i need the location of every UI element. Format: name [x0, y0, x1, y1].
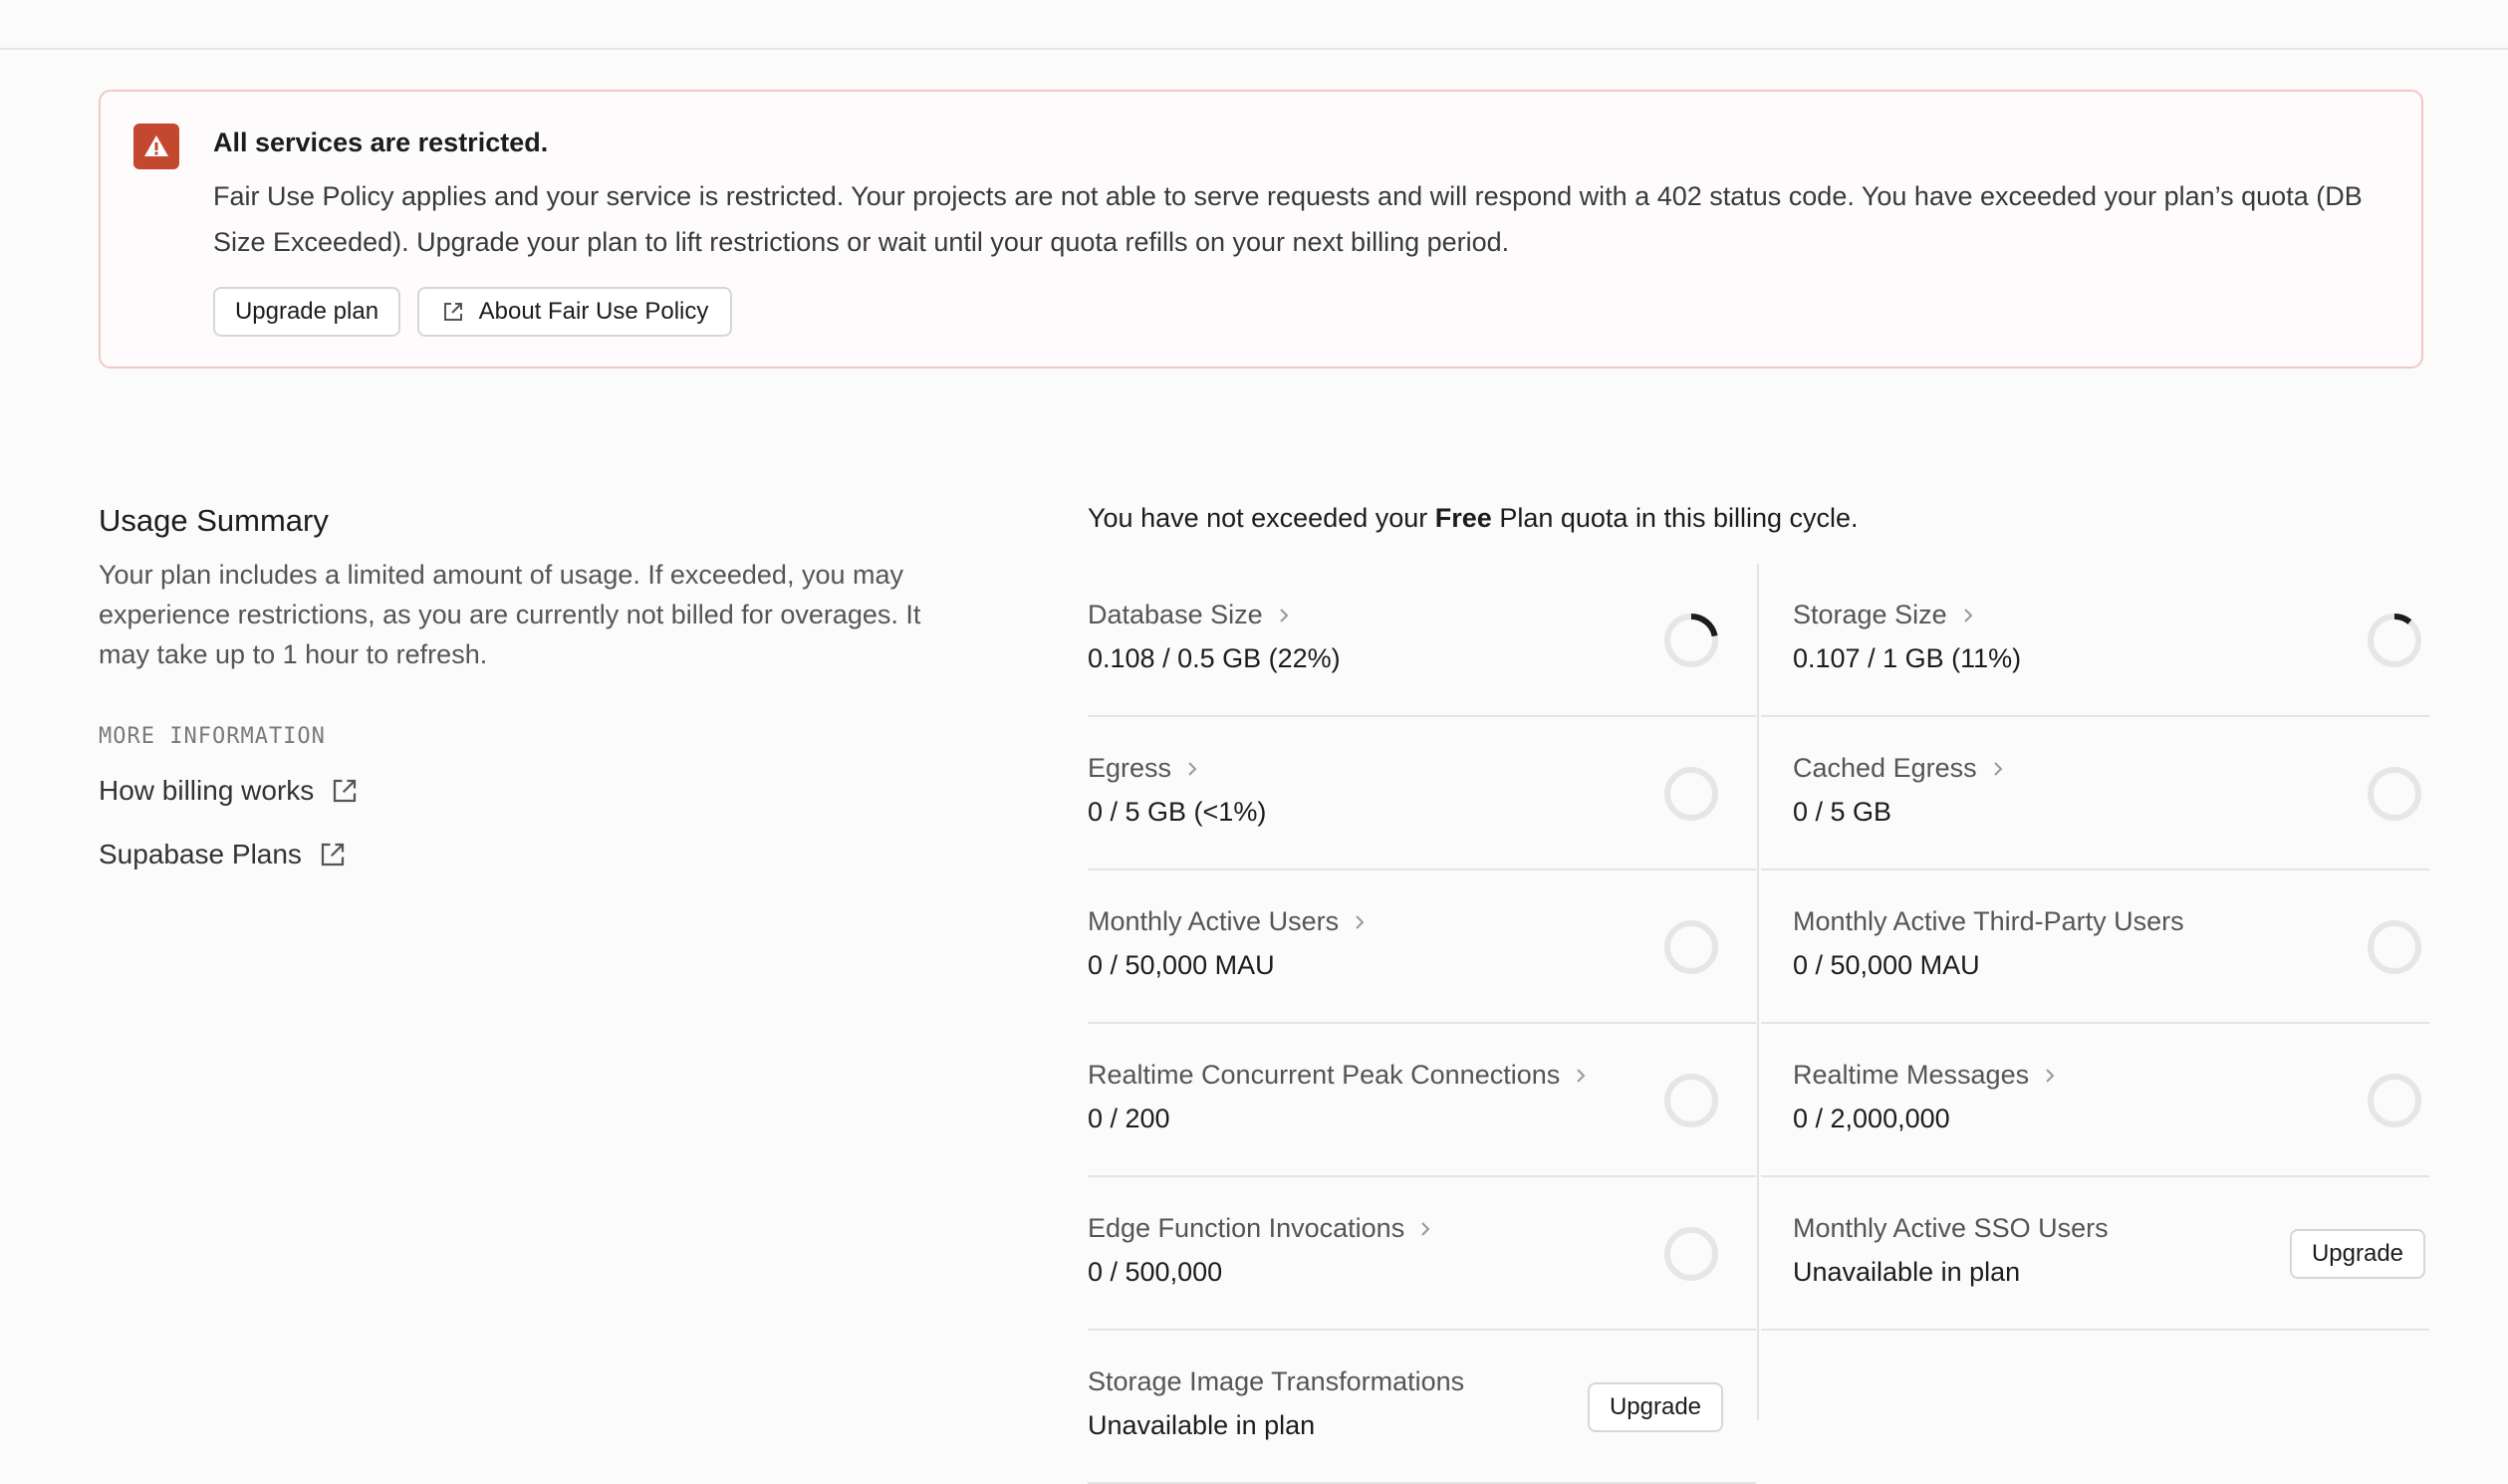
metric-name-label: Storage Size — [1793, 600, 1947, 629]
usage-summary-description: Your plan includes a limited amount of usage. If exceeded, you may experience restrictions, as you are currently not billed for overages. It may take up to 1 hour to refresh. — [99, 560, 921, 669]
usage-ring-icon — [1661, 1071, 1721, 1135]
chevron-right-icon — [1277, 606, 1291, 625]
metric-name[interactable] — [1793, 753, 2005, 784]
fair-use-policy-label: About Fair Use Policy — [478, 298, 709, 325]
chevron-right-icon — [1185, 759, 1199, 779]
usage-ring-icon — [2365, 917, 2424, 982]
usage-metric-card[interactable] — [1088, 1177, 1756, 1331]
metric-name[interactable] — [1793, 1213, 2109, 1244]
usage-metric-card[interactable] — [1761, 1024, 2429, 1177]
supabase-plans-link[interactable] — [99, 839, 348, 870]
top-bar — [0, 0, 2508, 50]
quota-plan-name: Free — [1434, 503, 1492, 533]
quota-suffix: Plan quota in this billing cycle. — [1491, 503, 1859, 533]
usage-ring-icon — [1661, 917, 1721, 982]
upgrade-button[interactable]: Upgrade — [1588, 1382, 1723, 1432]
external-link-icon — [441, 300, 465, 324]
metric-name-label: Realtime Concurrent Peak Connections — [1088, 1060, 1561, 1090]
metric-value: Unavailable in plan — [1793, 1257, 2021, 1287]
how-billing-works-link[interactable] — [99, 775, 360, 807]
chevron-right-icon — [1353, 912, 1367, 932]
upgrade-plan-label: Upgrade plan — [234, 298, 379, 325]
metric-value: 0.108 / 0.5 GB (22%) — [1088, 643, 1341, 673]
usage-ring-icon — [1661, 764, 1721, 829]
chevron-right-icon — [1991, 759, 2005, 779]
metric-name[interactable] — [1088, 600, 1291, 630]
metric-name[interactable] — [1088, 1060, 1588, 1091]
usage-ring-icon — [2365, 764, 2424, 829]
metric-name-label: Cached Egress — [1793, 753, 1977, 783]
usage-summary-title: Usage Summary — [99, 503, 329, 538]
usage-metric-card[interactable] — [1088, 1331, 1756, 1484]
external-link-icon — [330, 776, 360, 806]
metric-name[interactable] — [1793, 1060, 2057, 1091]
usage-metric-card[interactable] — [1761, 717, 2429, 870]
metric-name[interactable] — [1088, 1213, 1432, 1244]
usage-ring-icon — [2365, 1071, 2424, 1135]
how-billing-works-label: How billing works — [99, 775, 315, 806]
metric-name-label: Monthly Active Users — [1088, 906, 1340, 936]
metric-name-label: Monthly Active SSO Users — [1793, 1213, 2109, 1243]
more-information-heading: MORE INFORMATION — [99, 724, 326, 749]
metric-value: 0 / 50,000 MAU — [1793, 950, 1980, 980]
metric-value: 0 / 5 GB — [1793, 797, 1892, 827]
metric-value: 0 / 5 GB (<1%) — [1088, 797, 1267, 827]
external-link-icon — [318, 840, 348, 869]
metric-name-label: Egress — [1088, 753, 1172, 783]
usage-metric-card[interactable] — [1088, 717, 1756, 870]
usage-ring-icon — [1661, 1224, 1721, 1289]
alert-body: Fair Use Policy applies and your service is restricted. Your projects are not able to serve requests and will respond with a 402 status code. You have exceeded your plan’s quota (DB Size Exceeded). Upgrade your plan to lift restrictions or wait until your quota refills on your next billing period. — [213, 181, 2363, 257]
metric-name[interactable] — [1088, 906, 1367, 937]
metric-value: 0 / 500,000 — [1088, 1257, 1223, 1287]
usage-ring-icon — [2365, 611, 2424, 675]
metric-value: Unavailable in plan — [1088, 1410, 1316, 1440]
metric-value: 0 / 2,000,000 — [1793, 1104, 1950, 1133]
metric-name[interactable] — [1088, 1366, 1464, 1397]
metric-value: 0 / 200 — [1088, 1104, 1170, 1133]
quota-status-text — [1088, 503, 1859, 534]
supabase-plans-label: Supabase Plans — [99, 839, 302, 869]
metric-name-label: Monthly Active Third-Party Users — [1793, 906, 2184, 936]
usage-metric-card[interactable] — [1761, 1177, 2429, 1331]
metric-name-label: Edge Function Invocations — [1088, 1213, 1405, 1243]
chevron-right-icon — [2043, 1066, 2057, 1086]
metric-name-label: Realtime Messages — [1793, 1060, 2030, 1090]
usage-metric-card[interactable] — [1761, 564, 2429, 717]
metric-value: 0 / 50,000 MAU — [1088, 950, 1275, 980]
chevron-right-icon — [1961, 606, 1975, 625]
row-divider — [1761, 1329, 2429, 1331]
fair-use-policy-button[interactable] — [417, 287, 732, 337]
alert-title: All services are restricted. — [213, 127, 549, 157]
usage-metric-card[interactable] — [1088, 870, 1756, 1024]
usage-metric-card[interactable] — [1761, 870, 2429, 1024]
metric-name-label: Database Size — [1088, 600, 1263, 629]
metric-name-label: Storage Image Transformations — [1088, 1366, 1465, 1396]
grid-divider — [1757, 564, 1759, 1420]
warning-icon — [133, 124, 179, 169]
metric-name[interactable] — [1793, 906, 2184, 937]
quota-prefix: You have not exceeded your — [1088, 503, 1435, 533]
upgrade-button[interactable]: Upgrade — [2290, 1229, 2425, 1279]
metric-value: 0.107 / 1 GB (11%) — [1793, 643, 2022, 673]
metric-name[interactable] — [1088, 753, 1199, 784]
restriction-alert — [99, 90, 2423, 369]
upgrade-plan-button[interactable] — [213, 287, 400, 337]
chevron-right-icon — [1574, 1066, 1588, 1086]
chevron-right-icon — [1418, 1219, 1432, 1239]
usage-ring-icon — [1661, 611, 1721, 675]
usage-metric-card[interactable] — [1088, 1024, 1756, 1177]
usage-metric-card[interactable] — [1088, 564, 1756, 717]
metric-name[interactable] — [1793, 600, 1975, 630]
